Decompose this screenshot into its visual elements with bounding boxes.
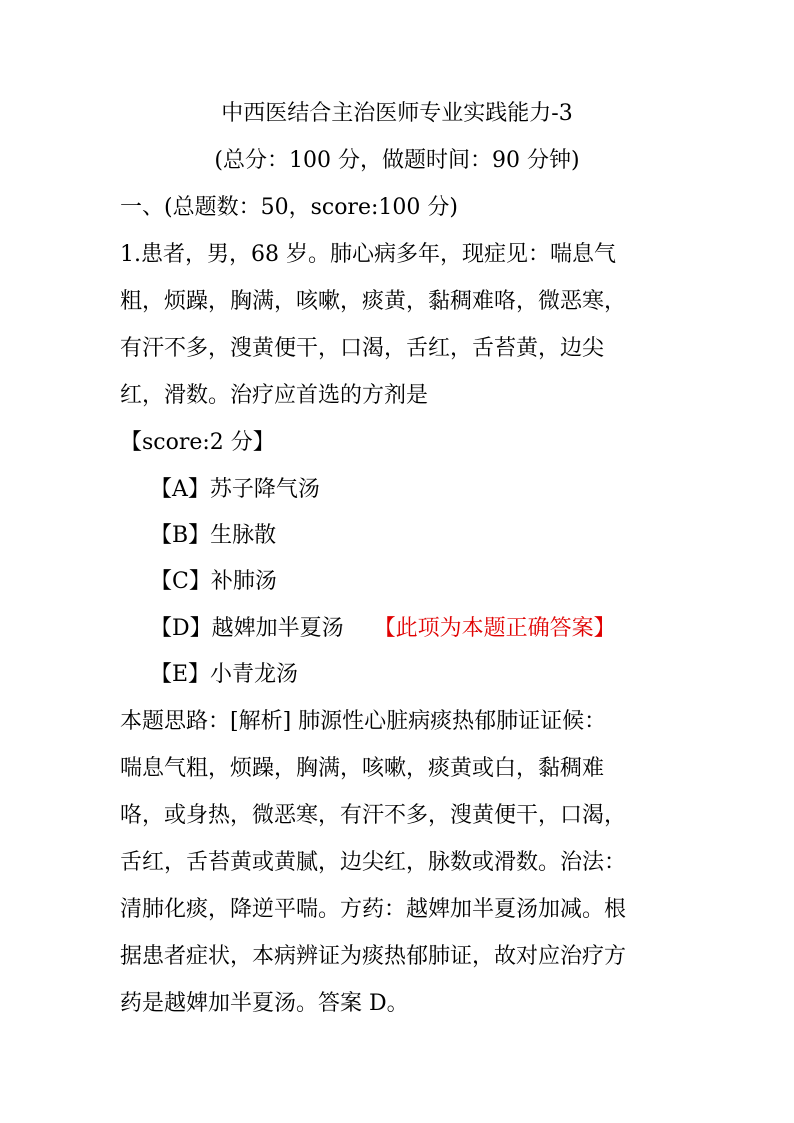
option-e: 【E】小青龙汤 [150, 662, 299, 687]
question-stem-line: 红，滑数。治疗应首选的方剂是 [120, 383, 429, 408]
analysis-line: 喘息气粗，烦躁，胸满，咳嗽，痰黄或白，黏稠难 [120, 756, 605, 781]
option-b: 【B】生脉散 [150, 523, 277, 548]
option-c: 【C】补肺汤 [150, 569, 277, 594]
correct-answer-marker: 【此项为本题正确答案】 [373, 616, 616, 641]
section-heading: 一、(总题数：50，score:100 分) [120, 195, 458, 220]
page-title: 中西医结合主治医师专业实践能力-3 [221, 101, 573, 126]
question-stem-line: 粗，烦躁，胸满，咳嗽，痰黄，黏稠难咯，微恶寒， [120, 289, 627, 314]
analysis-line: 清肺化痰，降逆平喘。方药：越婢加半夏汤加减。根 [120, 897, 627, 922]
question-score: 【score:2 分】 [120, 430, 275, 455]
analysis-line: 本题思路：[解析] 肺源性心脏病痰热郁肺证证候： [120, 709, 607, 734]
option-d-label: 【D】越婢加半夏汤 [150, 616, 344, 641]
option-a: 【A】苏子降气汤 [150, 477, 320, 502]
analysis-line: 舌红，舌苔黄或黄腻，边尖红，脉数或滑数。治法： [120, 850, 627, 875]
analysis-line: 咯，或身热，微恶寒，有汗不多，溲黄便干，口渴， [120, 803, 627, 828]
analysis-line: 据患者症状，本病辨证为痰热郁肺证，故对应治疗方 [120, 944, 627, 969]
analysis-line: 药是越婢加半夏汤。答案 D。 [120, 991, 409, 1016]
question-stem-line: 有汗不多，溲黄便干，口渴，舌红，舌苔黄，边尖 [120, 336, 605, 361]
option-d [150, 615, 616, 643]
question-stem-line: 1.患者，男，68 岁。肺心病多年，现症见：喘息气 [120, 242, 616, 267]
page-subtitle: (总分：100 分，做题时间：90 分钟) [214, 148, 580, 173]
